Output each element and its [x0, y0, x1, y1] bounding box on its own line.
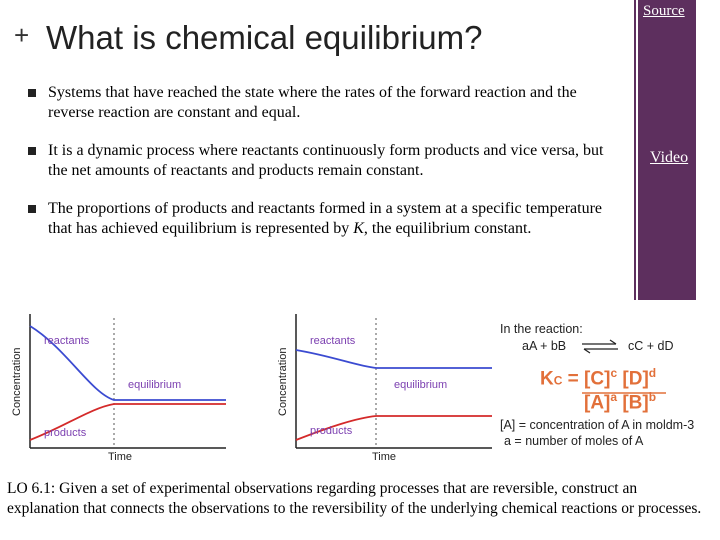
kc-expression: KC = $[C]^c$ $[D]^d$	[540, 366, 657, 390]
learning-objective: LO 6.1: Given a set of experimental observations regarding processes that are reversible, construct an explanation that connects the observations to the reversibility of the underlying chemical reactions or processes.	[7, 480, 702, 517]
bullet-icon	[28, 89, 36, 97]
list-item	[28, 83, 618, 123]
bullet-icon	[28, 205, 36, 213]
bullet-list	[28, 83, 618, 257]
bullet-text: The proportions of products and reactants formed in a system at a specific temperature that has achieved equilibrium is represented by K, the equilibrium constant.	[48, 200, 603, 237]
reaction-box	[500, 320, 718, 460]
products-label: products	[310, 425, 353, 437]
reaction-right: cC + dD	[628, 339, 674, 353]
y-axis-label: Concentration	[11, 347, 23, 416]
fraction-bar	[582, 391, 666, 395]
definition-moles: a = number of moles of A	[504, 434, 644, 448]
reaction-heading: In the reaction:	[500, 322, 583, 336]
equilibrium-label: equilibrium	[394, 379, 448, 391]
list-item	[28, 199, 618, 239]
equilibrium-label: equilibrium	[128, 379, 182, 391]
side-rule	[634, 0, 636, 300]
reactants-label: reactants	[310, 335, 356, 347]
reaction-left: aA + bB	[522, 339, 567, 353]
x-axis-label: Time	[108, 451, 133, 463]
y-axis-label: Concentration	[277, 347, 289, 416]
equilibrium-arrow-icon	[580, 338, 620, 354]
video-link[interactable]: Video	[650, 149, 689, 166]
kc-denominator: $[A]^a$ $[B]^b$	[584, 390, 657, 414]
bullet-text: Systems that have reached the state where the rates of the forward reaction and the reverse reaction are constant and equal.	[48, 84, 577, 121]
x-axis-label: Time	[372, 451, 397, 463]
bullet-icon	[28, 147, 36, 155]
products-label: products	[44, 427, 87, 439]
bullet-text: It is a dynamic process where reactants continuously form products and vice versa, but the net amounts of reactants and products remain constant.	[48, 142, 604, 179]
reactant-curve	[296, 350, 492, 368]
list-item	[28, 141, 618, 181]
definition-concentration: [A] = concentration of A in moldm-3	[500, 418, 695, 432]
equilibrium-graph-2	[272, 308, 502, 468]
plus-icon: +	[14, 20, 30, 50]
source-link[interactable]: Source	[643, 3, 685, 19]
equilibrium-graph-1	[6, 308, 236, 468]
page-title: What is chemical equilibrium?	[46, 19, 483, 56]
reactants-label: reactants	[44, 335, 90, 347]
